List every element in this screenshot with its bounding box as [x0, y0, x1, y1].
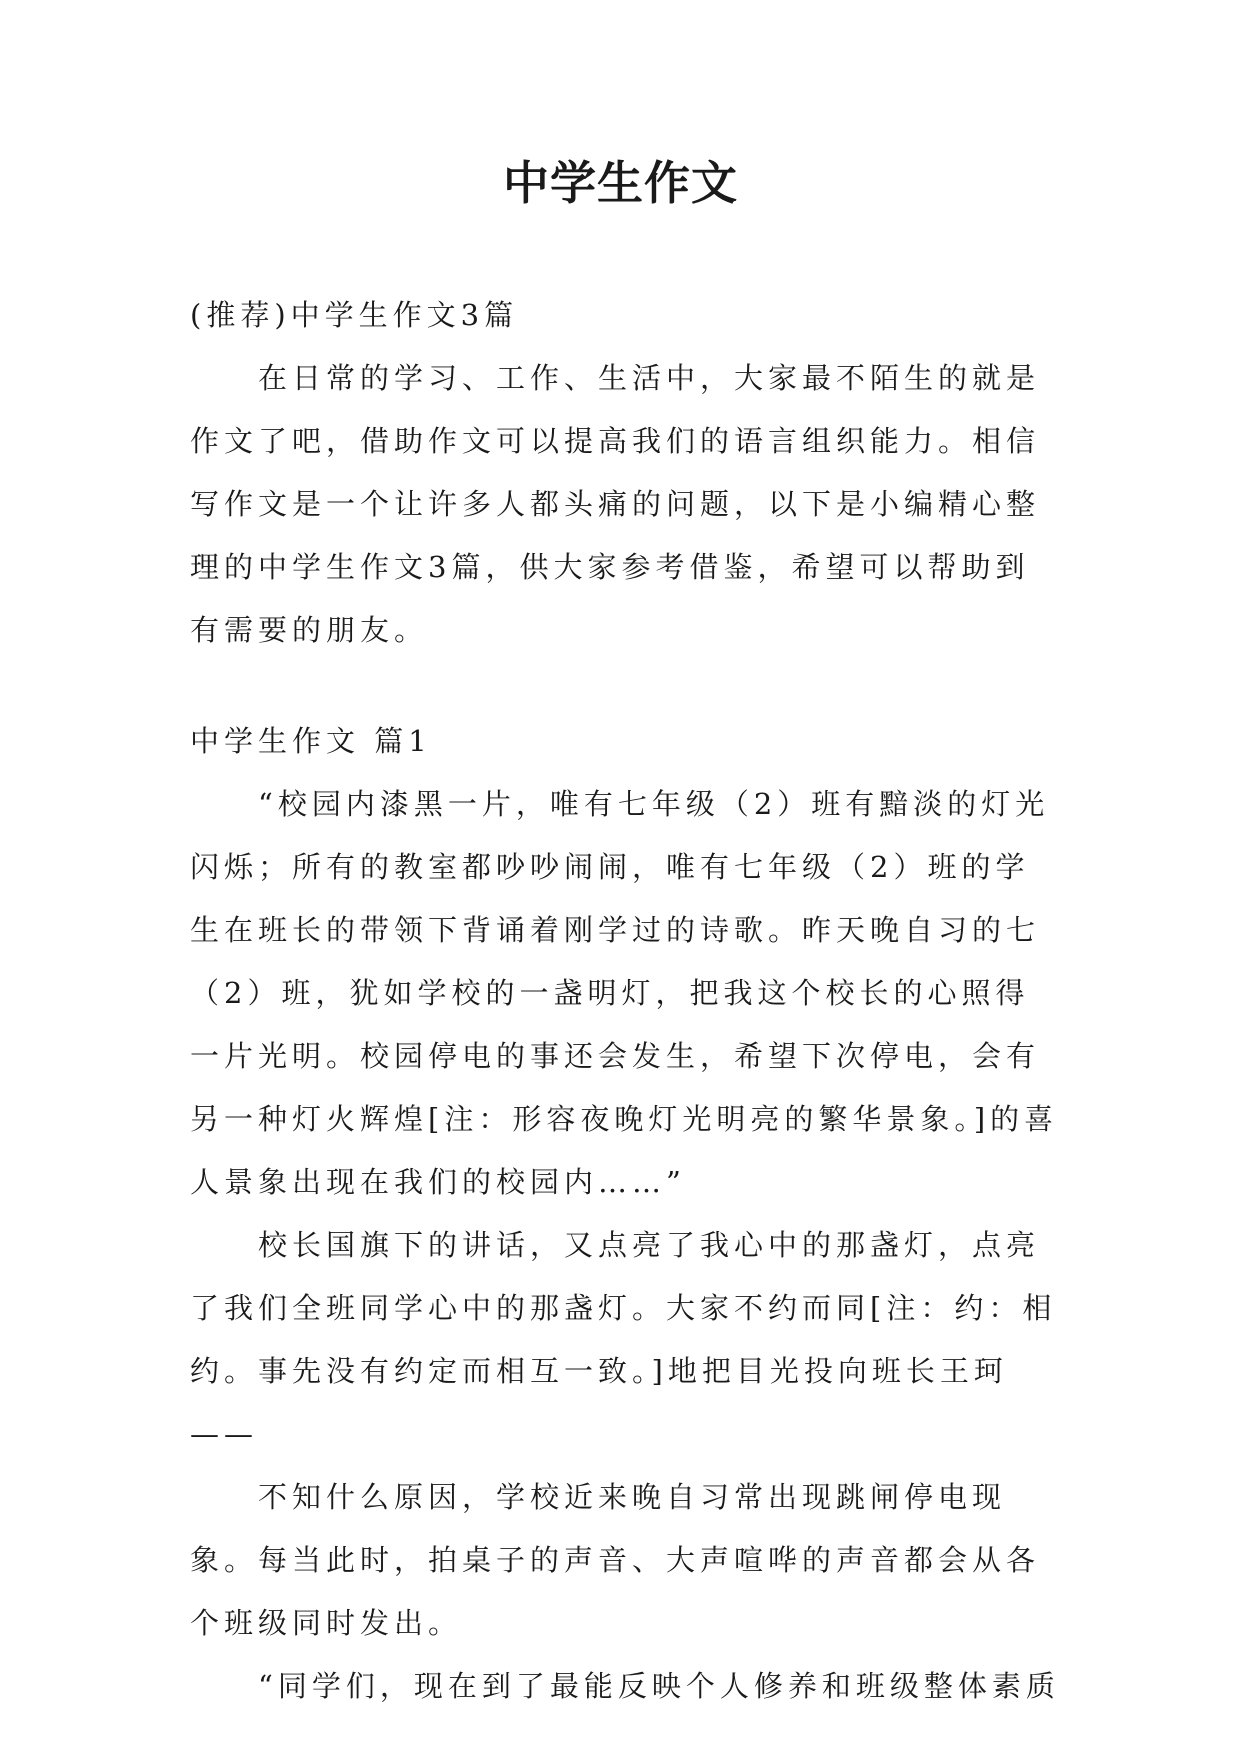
body-paragraph: “同学们，现在到了最能反映个人修养和班级整体素质 — [258, 1669, 1060, 1703]
document-body — [190, 284, 1060, 1718]
document-subtitle: (推荐)中学生作文3篇 — [190, 298, 519, 332]
body-paragraph: 不知什么原因，学校近来晚自习常出现跳闸停电现象。每当此时，拍桌子的声音、大声喧哗的声音都会从各个班级同时发出。 — [190, 1480, 1041, 1640]
body-paragraph: “校园内漆黑一片，唯有七年级（2）班有黯淡的灯光闪烁；所有的教室都吵吵闹闹，唯有七年级（2）班的学生在班长的带领下背诵着刚学过的诗歌。昨天晚自习的七（2）班，犹如学校的一盏明灯，把我这个校长的心照得一片光明。校园停电的事还会发生，希望下次停电，会有另一种灯火辉煌[注：形容夜晚灯光明亮的繁华景象。]的喜人景象出现在我们的校园内……” — [190, 787, 1059, 1199]
section-heading: 中学生作文 篇1 — [190, 724, 432, 758]
intro-paragraph: 在日常的学习、工作、生活中，大家最不陌生的就是作文了吧，借助作文可以提高我们的语言组织能力。相信写作文是一个让许多人都头痛的问题，以下是小编精心整理的中学生作文3篇，供大家参考借鉴，希望可以帮助到有需要的朋友。 — [190, 361, 1041, 647]
body-paragraph: 校长国旗下的讲话，又点亮了我心中的那盏灯，点亮了我们全班同学心中的那盏灯。大家不约而同[注：约：相约。事先没有约定而相互一致。]地把目光投向班长王珂—— — [190, 1228, 1057, 1451]
document-title: 中学生作文 — [503, 156, 738, 210]
